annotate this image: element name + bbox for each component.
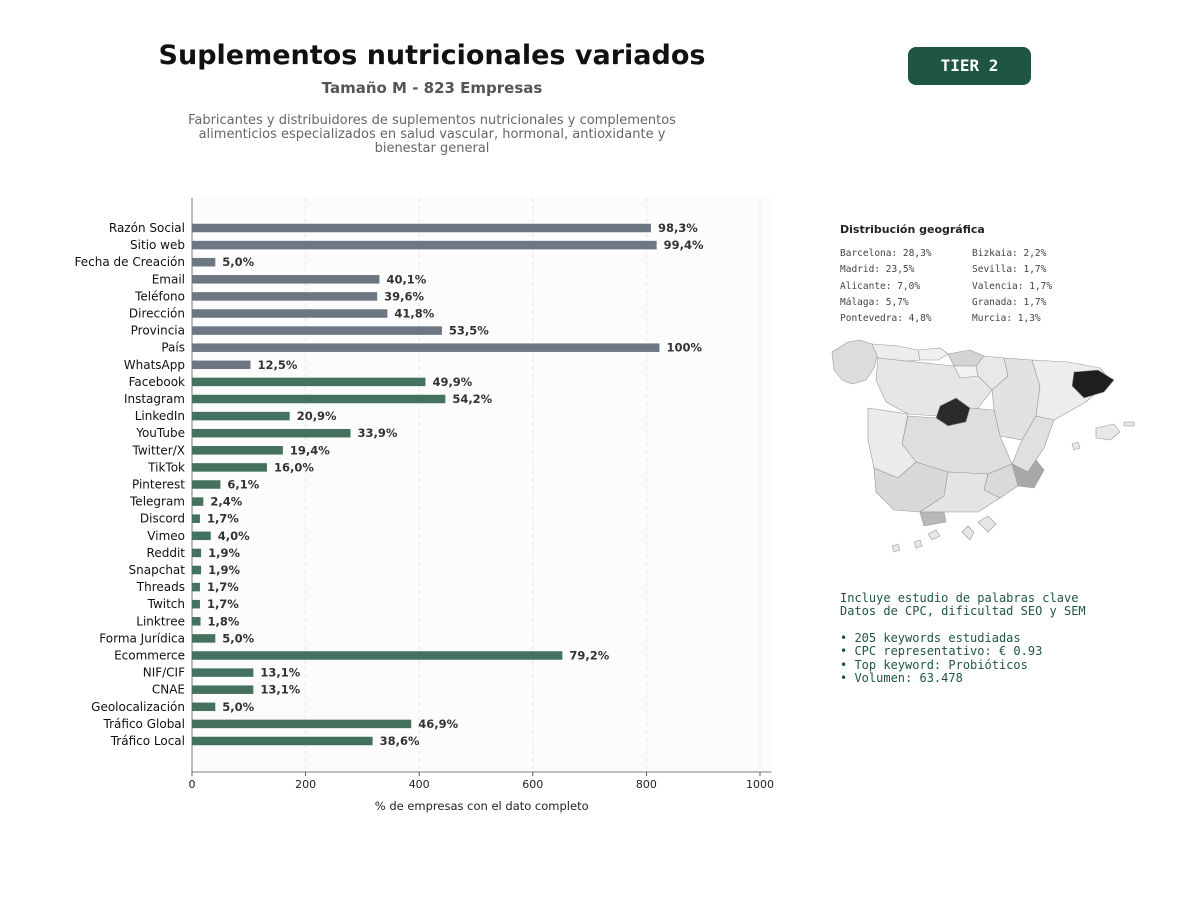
bar — [192, 292, 377, 301]
y-tick-label: Tráfico Local — [110, 734, 185, 748]
bar-data-label: 4,0% — [217, 528, 250, 543]
geo-list-right — [972, 246, 1052, 327]
bar — [192, 309, 387, 318]
bar — [192, 412, 290, 421]
bar-data-label: 13,1% — [260, 682, 301, 697]
y-tick-label: Razón Social — [108, 221, 185, 235]
bar-data-label: 6,1% — [227, 477, 260, 492]
map-baleares-mallorca — [1096, 424, 1120, 440]
map-canarias-3 — [928, 530, 940, 540]
y-tick-label: Facebook — [128, 374, 185, 389]
y-tick-label: Provincia — [130, 323, 185, 338]
geo-item: Bizkaia: 2,2% — [972, 248, 1047, 259]
bar-data-label: 1,7% — [206, 511, 239, 526]
y-tick-label: Instagram — [123, 392, 185, 406]
keywords-bullet: • Volumen: 63.478 — [840, 671, 963, 686]
geo-item: Málaga: 5,7% — [840, 296, 909, 308]
bar-data-label: 5,0% — [222, 255, 255, 270]
bar — [192, 429, 350, 438]
map-canarias-4 — [914, 540, 922, 548]
geo-list-left — [840, 246, 932, 327]
bar-data-label: 13,1% — [260, 665, 301, 680]
bar — [192, 361, 251, 370]
geo-item: Murcia: 1,3% — [972, 313, 1041, 325]
bar — [192, 668, 253, 677]
bar — [192, 583, 200, 592]
map-baleares-menorca — [1124, 422, 1134, 426]
bar-data-label: 40,1% — [386, 272, 427, 287]
bar — [192, 378, 425, 387]
bar-data-label: 1,8% — [207, 614, 240, 629]
map-baleares-ibiza — [1072, 442, 1080, 450]
keywords-panel — [840, 592, 1086, 685]
y-tick-label: Twitch — [147, 597, 185, 612]
bar-data-label: 54,2% — [452, 392, 493, 406]
bar-data-label: 39,6% — [384, 289, 425, 304]
bar-data-label: 5,0% — [222, 631, 255, 646]
keywords-bullet: • CPC representativo: € 0.93 — [840, 644, 1043, 659]
y-tick-label: Geolocalización — [91, 699, 185, 714]
keywords-bullet: • 205 keywords estudiadas — [840, 630, 1021, 645]
bar-data-label: 12,5% — [257, 357, 298, 372]
bar — [192, 343, 659, 352]
tier-badge: TIER 2 — [908, 47, 1031, 85]
geo-item: Granada: 1,7% — [972, 296, 1047, 308]
x-tick-label: 800 — [635, 778, 657, 791]
y-tick-label: Twitter/X — [132, 443, 185, 458]
geo-item: Sevilla: 1,7% — [972, 264, 1047, 276]
bar — [192, 532, 211, 541]
bar — [192, 720, 411, 729]
bar — [192, 514, 200, 523]
x-tick-label: 0 — [188, 778, 196, 791]
y-tick-label: Email — [151, 272, 185, 287]
y-tick-label: Snapchat — [128, 563, 185, 577]
bar-data-label: 2,4% — [210, 494, 243, 509]
bar-data-label: 46,9% — [418, 716, 459, 731]
y-tick-label: Forma Jurídica — [99, 631, 185, 646]
bar-data-label: 5,0% — [222, 699, 255, 714]
y-tick-label: Tráfico Global — [103, 716, 185, 731]
bar-data-label: 1,9% — [208, 545, 240, 560]
keywords-intro-line: Datos de CPC, dificultad SEO y SEM — [840, 604, 1086, 619]
x-tick-label: 1000 — [746, 778, 774, 791]
bar-data-label: 20,9% — [296, 409, 337, 424]
y-tick-label: YouTube — [136, 426, 185, 441]
geo-item: Barcelona: 28,3% — [840, 248, 932, 259]
bar-data-label: 1,7% — [206, 597, 239, 612]
geo-title: Distribución geográfica — [840, 223, 985, 236]
y-tick-label: Linktree — [136, 614, 185, 629]
bar — [192, 737, 373, 746]
y-tick-label: Sitio web — [130, 238, 185, 253]
bar — [192, 326, 442, 335]
y-tick-label: Discord — [139, 511, 185, 526]
bar — [192, 258, 215, 267]
bar — [192, 634, 215, 643]
bar — [192, 446, 283, 455]
y-tick-label: Reddit — [146, 545, 185, 560]
geo-item: Valencia: 1,7% — [972, 280, 1053, 292]
y-tick-label: Telegram — [130, 494, 185, 509]
y-tick-label: Pinterest — [131, 477, 185, 492]
bar — [192, 651, 562, 660]
keywords-bullet: • Top keyword: Probióticos — [840, 657, 1028, 672]
bar-data-label: 41,8% — [394, 306, 435, 321]
y-tick-label: NIF/CIF — [142, 665, 185, 680]
bar-data-label: 38,6% — [379, 734, 420, 748]
y-tick-label: CNAE — [151, 682, 185, 697]
map-canarias-1 — [978, 516, 996, 532]
bar-data-label: 98,3% — [657, 221, 698, 235]
bar-data-label: 1,7% — [206, 580, 239, 595]
map-canarias-5 — [892, 544, 900, 552]
x-tick-label: 200 — [295, 778, 317, 791]
page-description: Fabricantes y distribuidores de suplementos nutricionales y complementos alimenticios especializados en salud vascular, hormonal, antioxidante y bienestar general — [188, 113, 676, 156]
bar-data-label: 99,4% — [663, 238, 704, 253]
map-galicia — [832, 340, 878, 384]
bar — [192, 463, 267, 472]
y-tick-label: Teléfono — [135, 289, 185, 304]
bar — [192, 703, 215, 712]
geo-item: Pontevedra: 4,8% — [840, 313, 932, 325]
page-title: Suplementos nutricionales variados — [158, 40, 706, 71]
bar — [192, 617, 201, 626]
bar — [192, 549, 201, 558]
bar — [192, 566, 201, 575]
page-subtitle: Tamaño M - 823 Empresas — [321, 79, 543, 97]
x-tick-label: 400 — [408, 778, 430, 791]
bar — [192, 395, 445, 404]
y-tick-label: LinkedIn — [134, 409, 185, 424]
bar — [192, 224, 651, 233]
bar-data-label: 79,2% — [569, 648, 610, 663]
bar-data-label: 33,9% — [357, 426, 398, 441]
y-tick-label: Ecommerce — [114, 648, 185, 663]
bar — [192, 600, 200, 609]
y-tick-label: WhatsApp — [123, 357, 185, 372]
y-tick-label: Threads — [136, 580, 185, 595]
y-tick-label: País — [161, 340, 185, 355]
bar — [192, 275, 379, 284]
x-tick-label: 600 — [522, 778, 544, 791]
map-canarias-2 — [962, 526, 974, 540]
bar-data-label: 16,0% — [273, 460, 314, 475]
geo-item: Madrid: 23,5% — [840, 264, 915, 276]
x-axis-label: % de empresas con el dato completo — [374, 799, 589, 813]
bar-data-label: 1,9% — [208, 563, 240, 577]
spain-map — [828, 336, 1140, 558]
y-tick-label: Fecha de Creación — [74, 255, 185, 270]
keywords-intro-line: Incluye estudio de palabras clave — [840, 591, 1079, 605]
y-tick-label: Dirección — [128, 306, 185, 321]
bar-data-label: 53,5% — [448, 323, 489, 338]
bar-data-label: 49,9% — [432, 374, 473, 389]
bar — [192, 241, 657, 250]
bar-data-label: 100% — [666, 340, 702, 355]
bar — [192, 480, 220, 489]
y-tick-label: TikTok — [148, 460, 185, 475]
bar-data-label: 19,4% — [289, 443, 330, 458]
y-tick-label: Vimeo — [147, 528, 185, 543]
map-cantabria — [918, 348, 948, 360]
bar — [192, 685, 253, 694]
map-malaga — [920, 512, 946, 526]
geo-item: Alicante: 7,0% — [840, 280, 921, 292]
bar — [192, 497, 203, 506]
